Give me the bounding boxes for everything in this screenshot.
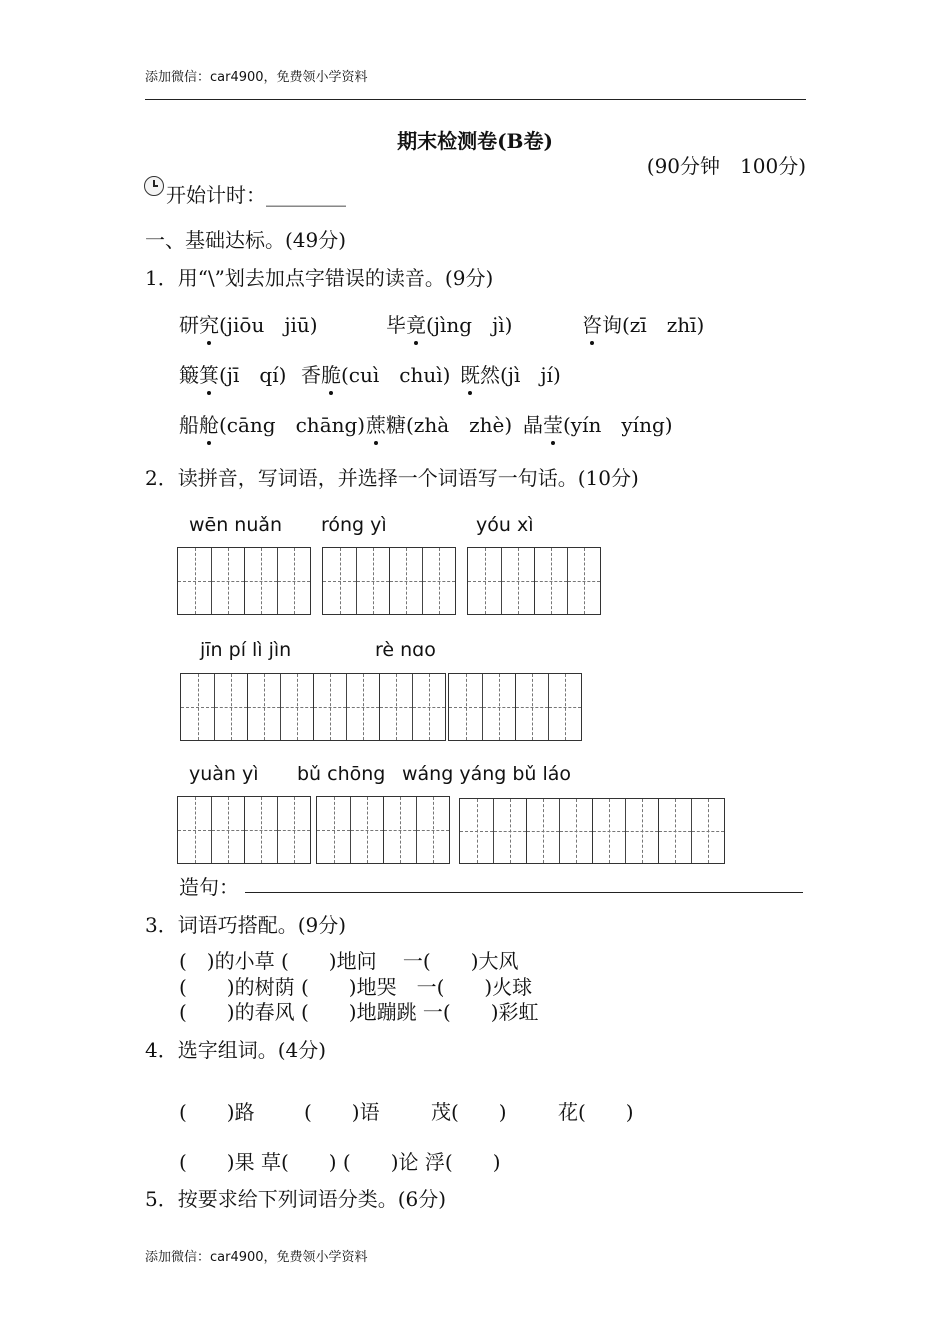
q1-item: 毕竟(jìng jì) <box>386 309 512 338</box>
writing-grid[interactable] <box>467 547 601 615</box>
pinyin-label: wēn nuǎn <box>189 514 283 536</box>
pinyin-label: wáng yáng bǔ láo <box>402 763 572 785</box>
question-1-prompt: 1．用“\”划去加点字错误的读音。(9分) <box>145 266 494 290</box>
dotted-char: 竟 <box>406 309 426 338</box>
q1-item: 香脆(cuì chuì) <box>301 359 450 388</box>
dotted-char: 蔗 <box>366 409 386 438</box>
writing-grid[interactable] <box>180 673 446 741</box>
pinyin-label: jīn pí lì jìn <box>200 639 292 661</box>
dotted-char: 究 <box>199 309 219 338</box>
writing-grid[interactable] <box>177 796 311 864</box>
pinyin-label: yóu xì <box>476 514 534 536</box>
q1-item: 晶莹(yín yíng) <box>523 409 673 438</box>
exam-meta: (90分钟 100分) <box>646 154 806 178</box>
header-note: 添加微信：car4900，免费领小学资料 <box>145 70 368 85</box>
timer-label: 开始计时：________ <box>166 183 346 207</box>
question-2-prompt: 2．读拼音，写词语，并选择一个词语写一句话。(10分) <box>145 466 639 490</box>
q1-item: 蔗糖(zhà zhè) <box>366 409 512 438</box>
dotted-char: 既 <box>460 359 480 388</box>
q4-line: ( )果 草( ) ( )论 浮( ) <box>179 1150 501 1174</box>
q1-item: 咨询(zī zhī) <box>582 309 704 338</box>
q3-line: ( )的小草 ( )地问 一( )大风 <box>179 949 519 973</box>
q4-item: 花( ) <box>558 1100 634 1124</box>
sentence-label: 造句： <box>179 875 239 899</box>
q1-item: 研究(jiōu jiū) <box>179 309 318 338</box>
writing-grid[interactable] <box>316 796 450 864</box>
section-heading: 一、基础达标。(49分) <box>145 228 347 252</box>
clock-icon <box>144 176 164 196</box>
sentence-answer-line[interactable] <box>245 892 803 893</box>
dotted-char: 莹 <box>543 409 563 438</box>
dotted-char: 脆 <box>321 359 341 388</box>
q1-item: 簸箕(jī qí) <box>179 359 286 388</box>
dotted-char: 箕 <box>199 359 219 388</box>
footer-note: 添加微信：car4900，免费领小学资料 <box>145 1250 368 1265</box>
header-rule <box>145 99 806 100</box>
writing-grid[interactable] <box>448 673 582 741</box>
dotted-char: 咨 <box>582 309 602 338</box>
q4-item: ( )语 <box>304 1100 380 1124</box>
pinyin-label: bǔ chōng <box>297 763 386 785</box>
pinyin-label: rè nɑo <box>375 639 436 661</box>
pinyin-label: róng yì <box>321 514 387 536</box>
writing-grid[interactable] <box>177 547 311 615</box>
question-5-prompt: 5．按要求给下列词语分类。(6分) <box>145 1187 447 1211</box>
q4-item: ( )路 <box>179 1100 255 1124</box>
writing-grid[interactable] <box>322 547 456 615</box>
q3-line: ( )的树荫 ( )地哭 一( )火球 <box>179 975 533 999</box>
page-title: 期末检测卷(B卷) <box>397 129 553 153</box>
pinyin-label: yuàn yì <box>189 763 259 785</box>
q3-line: ( )的春风 ( )地蹦跳 一( )彩虹 <box>179 1000 539 1024</box>
q1-item: 既然(jì jí) <box>460 359 561 388</box>
writing-grid[interactable] <box>459 798 725 864</box>
dotted-char: 舱 <box>199 409 219 438</box>
q1-item: 船舱(cāng chāng) <box>179 409 365 438</box>
q4-item: 茂( ) <box>431 1100 507 1124</box>
question-4-prompt: 4．选字组词。(4分) <box>145 1038 327 1062</box>
question-3-prompt: 3．词语巧搭配。(9分) <box>145 913 347 937</box>
